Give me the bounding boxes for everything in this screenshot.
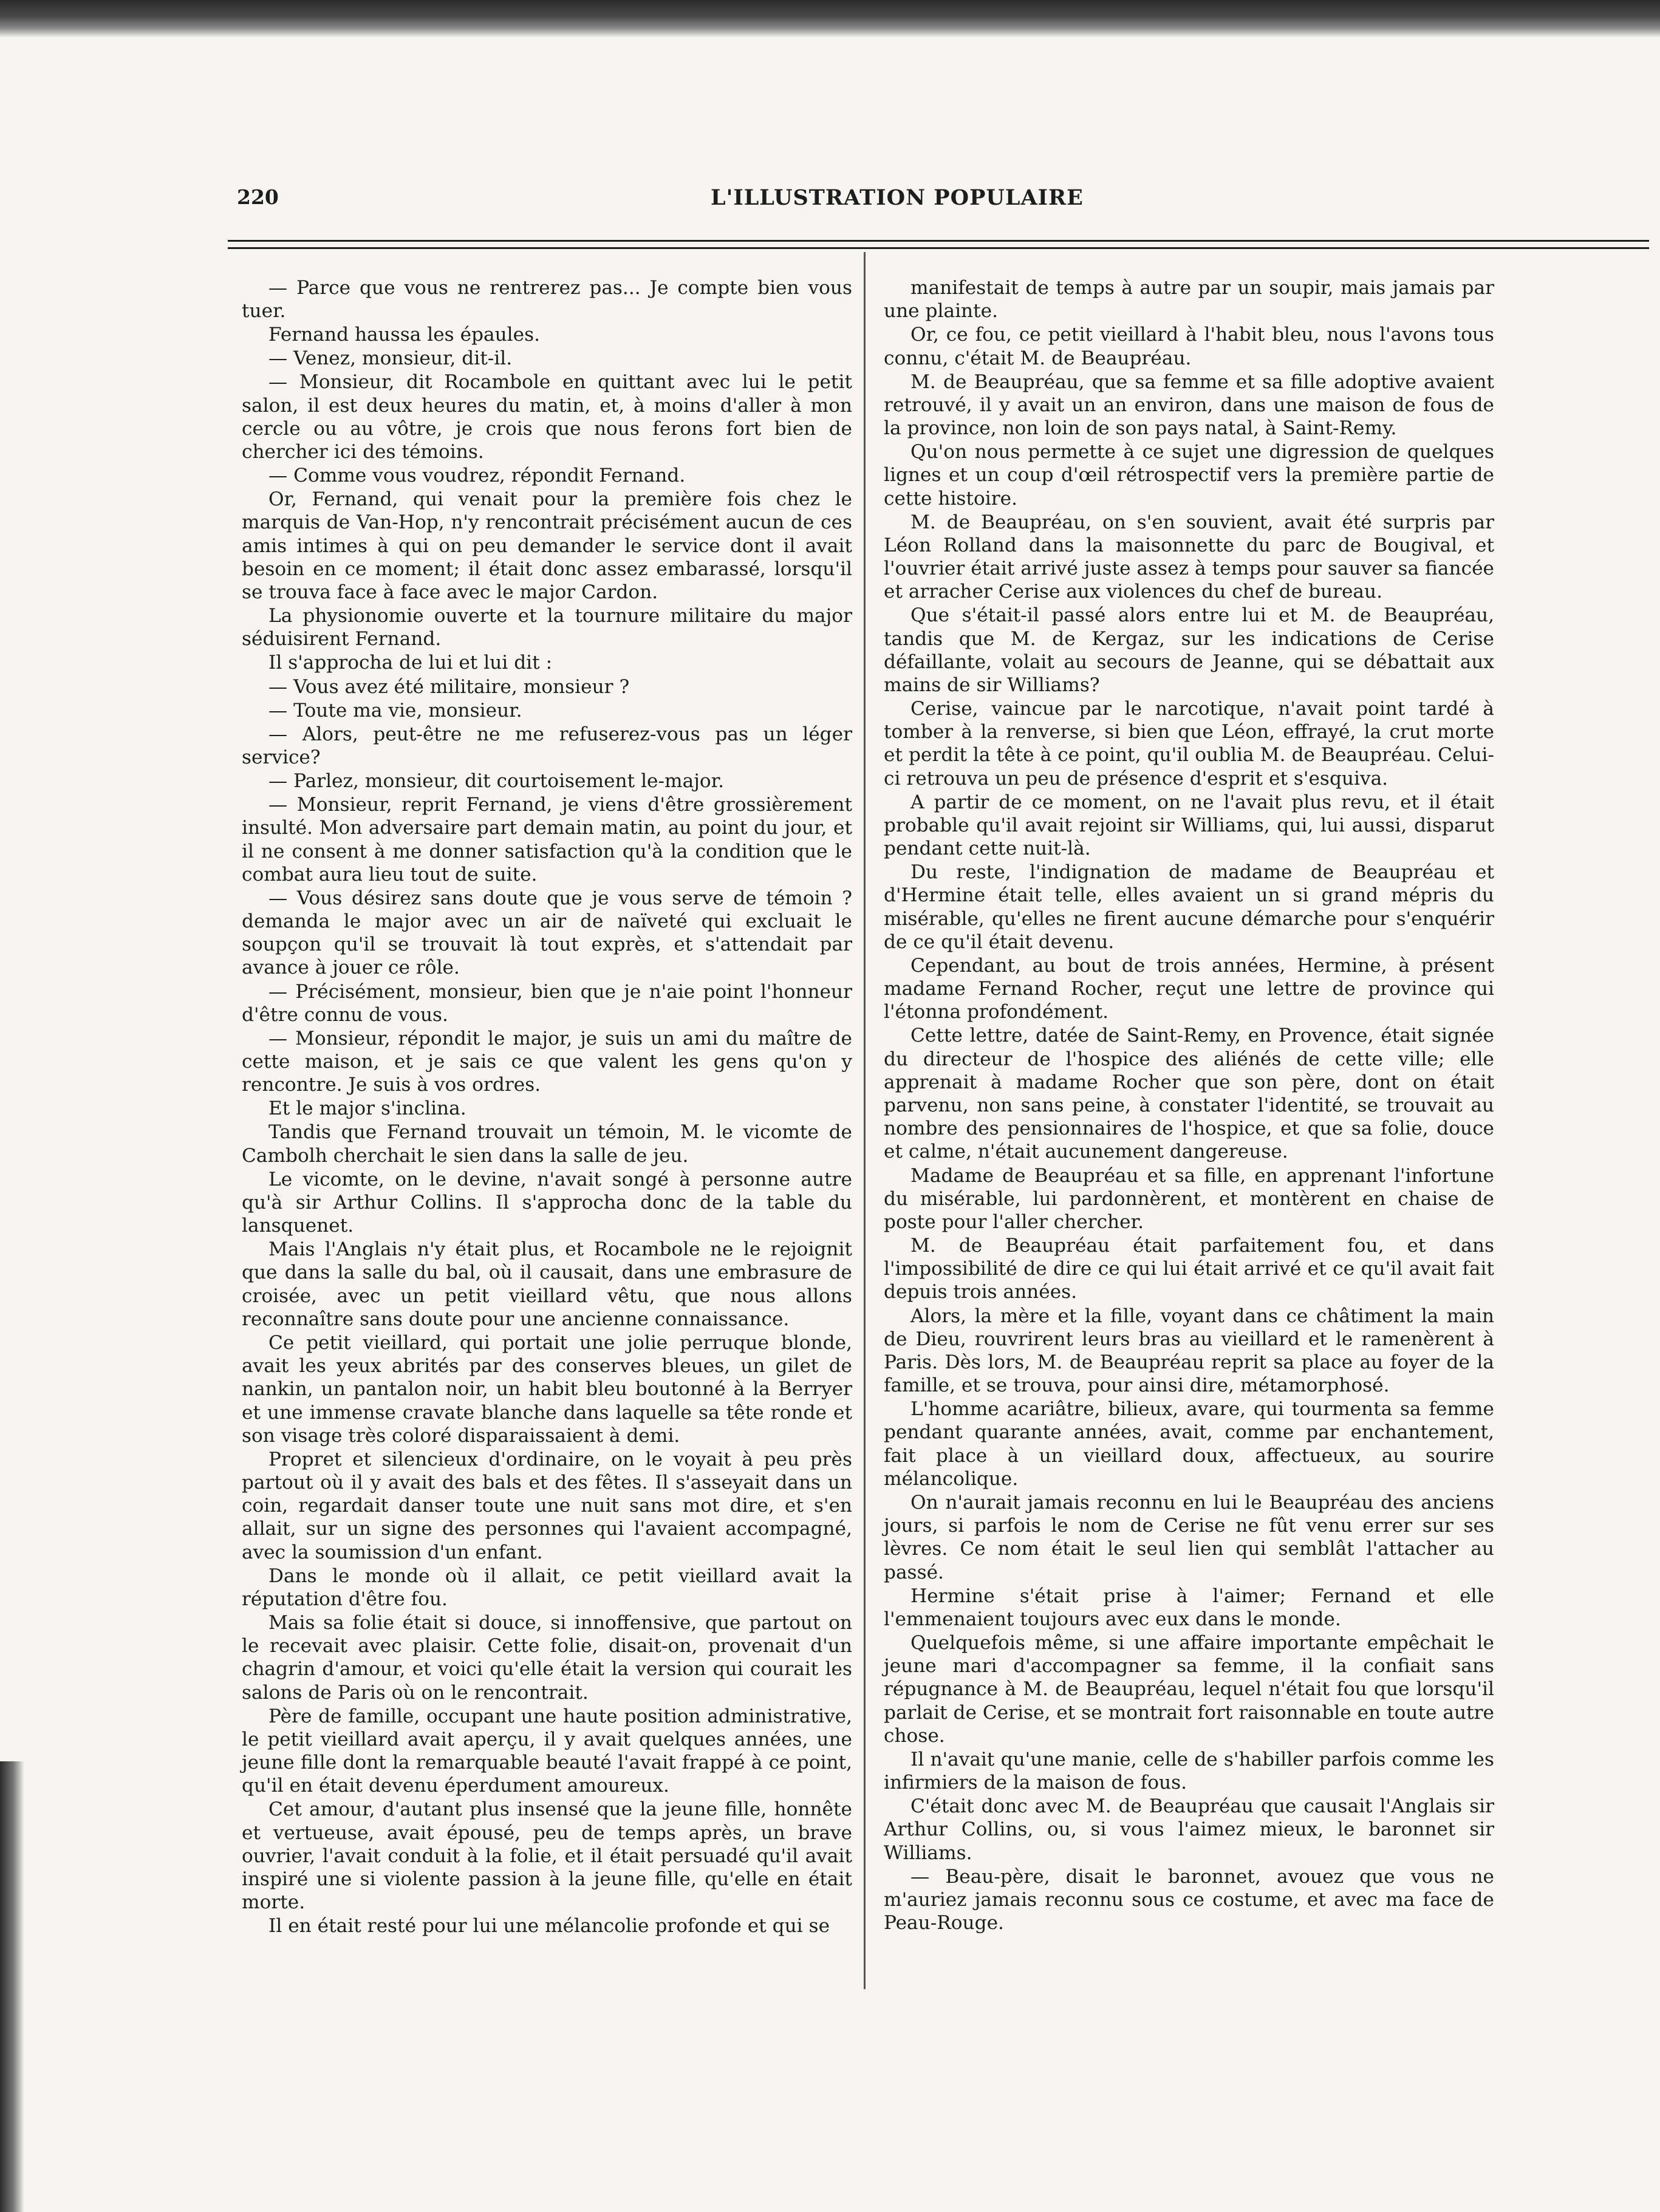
paragraph: Il n'avait qu'une manie, celle de s'habiller parfois comme les infirmiers de la maison de fous. xyxy=(884,1748,1494,1794)
paragraph: Madame de Beaupréau et sa fille, en apprenant l'infortune du misérable, lui pardonnèrent, et montèrent en chaise de poste pour l'aller chercher. xyxy=(884,1164,1494,1233)
paragraph: M. de Beaupréau, on s'en souvient, avait été surpris par Léon Rolland dans la maisonnette du parc de Bougival, et l'ouvrier était arrivé juste assez à temps pour sauver sa fiancée et arracher Cerise aux violences du chef de bureau. xyxy=(884,511,1494,603)
paragraph: Mais sa folie était si douce, si innoffensive, que partout on le recevait avec plaisir. Cette folie, disait-on, provenait d'un chagrin d'amour, et voici qu'elle était la version qui courait les salons de Paris où on le rencontrait. xyxy=(242,1612,852,1704)
paragraph: Tandis que Fernand trouvait un témoin, M. le vicomte de Cambolh cherchait le sien dans la salle de jeu. xyxy=(242,1121,852,1167)
paragraph: La physionomie ouverte et la tournure militaire du major séduisirent Fernand. xyxy=(242,605,852,650)
paragraph: — Parlez, monsieur, dit courtoisement le-major. xyxy=(268,770,725,793)
paragraph: — Alors, peut-être ne me refuserez-vous pas un léger service? xyxy=(242,723,852,768)
paragraph: Alors, la mère et la fille, voyant dans ce châtiment la main de Dieu, rouvrirent leurs bras au vieillard et le ramenèrent à Paris. Dès lors, M. de Beaupréau reprit sa place au foyer de la famille, et se trouva, pour ainsi dire, métamorphosé. xyxy=(884,1305,1494,1397)
paragraph: Cerise, vaincue par le narcotique, n'avait point tardé à tomber à la renverse, si bien que Léon, effrayé, la crut morte et perdit la tête à ce point, qu'il oublia M. de Beaupréau. Celui-ci retrouva un peu de présence d'esprit et s'esquiva. xyxy=(884,698,1494,790)
paragraph: — Vous avez été militaire, monsieur ? xyxy=(268,675,630,698)
paragraph: Cet amour, d'autant plus insensé que la jeune fille, honnête et vertueuse, avait épousé, peu de temps après, un brave ouvrier, l'avait conduit à la folie, et il était persuadé qu'il avait inspiré une si violente passion à la jeune fille, qu'elle en était morte. xyxy=(242,1798,852,1914)
paragraph: M. de Beaupréau, que sa femme et sa fille adoptive avaient retrouvé, il y avait un an environ, dans une maison de fous de la province, non loin de son pays natal, à Saint-Remy. xyxy=(884,370,1494,439)
running-title: L'ILLUSTRATION POPULAIRE xyxy=(711,185,1084,210)
paragraph: Le vicomte, on le devine, n'avait songé à personne autre qu'à sir Arthur Collins. Il s'approcha donc de la table du lansquenet. xyxy=(242,1168,852,1237)
paragraph: Que s'était-il passé alors entre lui et M. de Beaupréau, tandis que M. de Kergaz, sur les indications de Cerise défaillante, volait au secours de Jeanne, qui se débattait aux mains de sir Williams? xyxy=(884,604,1494,696)
paragraph: Cette lettre, datée de Saint-Remy, en Provence, était signée du directeur de l'hospice des aliénés de cette ville; elle apprenait à madame Rocher que son père, dont on était parvenu, non sans peine, à constater l'identité, se trouvait au nombre des pensionnaires de l'hospice, et que sa folie, douce et calme, n'était aucunement dangereuse. xyxy=(884,1025,1494,1163)
paragraph: — Beau-père, disait le baronnet, avouez que vous ne m'auriez jamais reconnu sous ce costume, et avec ma face de Peau-Rouge. xyxy=(884,1865,1494,1934)
paragraph: Il s'approcha de lui et lui dit : xyxy=(268,652,553,674)
page-number: 220 xyxy=(237,185,279,209)
paragraph: — Toute ma vie, monsieur. xyxy=(268,699,522,722)
paragraph: L'homme acariâtre, bilieux, avare, qui tourmenta sa femme pendant quarante années, avait, comme par enchantement, fait place à un vieillard doux, affectueux, au sourire mélancolique. xyxy=(884,1398,1494,1490)
paragraph: — Précisément, monsieur, bien que je n'aie point l'honneur d'être connu de vous. xyxy=(242,980,852,1026)
paragraph: manifestait de temps à autre par un soupir, mais jamais par une plainte. xyxy=(884,277,1494,323)
paragraph: Mais l'Anglais n'y était plus, et Rocambole ne le rejoignit que dans la salle du bal, où il causait, dans une embrasure de croisée, avec un petit vieillard vêtu, que nous allons reconnaître sans doute pour une ancienne connaissance. xyxy=(242,1238,852,1330)
paragraph: Et le major s'inclina. xyxy=(268,1097,466,1120)
paragraph: Hermine s'était prise à l'aimer; Fernand et elle l'emmenaient toujours avec eux dans le monde. xyxy=(884,1585,1494,1630)
scan-edge-top xyxy=(0,0,1660,38)
paragraph: A partir de ce moment, on ne l'avait plus revu, et il était probable qu'il avait rejoint sir Williams, qui, lui aussi, disparut pendant cette nuit-là. xyxy=(884,791,1494,860)
paragraph: M. de Beaupréau était parfaitement fou, et dans l'impossibilité de dire ce qui lui était arrivé et ce qu'il avait fait depuis trois années. xyxy=(884,1235,1494,1303)
paragraph: Quelquefois même, si une affaire importante empêchait le jeune mari d'accompagner sa femme, il la confiait sans répugnance à M. de Beaupréau, lequel n'était fou que lorsqu'il parlait de Cerise, et se montrait fort raisonnable en toute autre chose. xyxy=(884,1631,1494,1747)
left-column xyxy=(242,276,852,1938)
paragraph: — Monsieur, répondit le major, je suis un ami du maître de cette maison, et je sais ce que valent les gens qu'on y rencontre. Je suis à vos ordres. xyxy=(242,1027,852,1096)
paragraph: — Vous désirez sans doute que je vous serve de témoin ? demanda le major avec un air de naïveté qui excluait le soupçon qu'il se trouvait là tout exprès, et s'attendait par avance à jouer ce rôle. xyxy=(242,887,852,979)
paragraph: — Comme vous voudrez, répondit Fernand. xyxy=(268,465,686,487)
paragraph: — Monsieur, reprit Fernand, je viens d'être grossièrement insulté. Mon adversaire part demain matin, au point du jour, et il ne consent à me donner satisfaction qu'à la condition que le combat aura lieu tout de suite. xyxy=(242,794,852,886)
paragraph: — Venez, monsieur, dit-il. xyxy=(268,347,513,370)
page-header xyxy=(237,185,1652,222)
paragraph: Or, Fernand, qui venait pour la première fois chez le marquis de Van-Hop, n'y rencontrait précisément aucun de ces amis intimes à qui on peu demander le service dont il avait besoin en ce moment; il était donc assez embarassé, lorsqu'il se trouva face à face avec le major Cardon. xyxy=(242,488,852,604)
paragraph: Ce petit vieillard, qui portait une jolie perruque blonde, avait les yeux abrités par des conserves bleues, un gilet de nankin, un pantalon noir, un habit bleu boutonné à la Berryer et une immense cravate blanche dans laquelle sa tête ronde et son visage très coloré disparaissaient à demi. xyxy=(242,1331,852,1447)
header-rule xyxy=(228,240,1649,249)
paragraph: — Monsieur, dit Rocambole en quittant avec lui le petit salon, il est deux heures du matin, et, à moins d'aller à mon cercle ou au vôtre, je crois que nous ferons fort bien de chercher ici des témoins. xyxy=(242,371,852,463)
paragraph: Qu'on nous permette à ce sujet une digression de quelques lignes et un coup d'œil rétrospectif vers la première partie de cette histoire. xyxy=(884,441,1494,510)
paragraph: — Parce que vous ne rentrerez pas... Je compte bien vous tuer. xyxy=(242,277,852,323)
scan-edge-left xyxy=(0,1761,24,2212)
paragraph: Fernand haussa les épaules. xyxy=(268,324,541,346)
paragraph: C'était donc avec M. de Beaupréau que causait l'Anglais sir Arthur Collins, ou, si vous l'aimez mieux, le baronnet sir Williams. xyxy=(884,1795,1494,1864)
paragraph: Propret et silencieux d'ordinaire, on le voyait à peu près partout où il y avait des bals et des fêtes. Il s'asseyait dans un coin, regardait danser toute une nuit sans mot dire, et s'en allait, sur un signe des personnes qui l'avaient accompagné, avec la soumission d'un enfant. xyxy=(242,1448,852,1563)
paragraph: Cependant, au bout de trois années, Hermine, à présent madame Fernand Rocher, reçut une lettre de province qui l'étonna profondément. xyxy=(884,954,1494,1023)
paragraph: Il en était resté pour lui une mélancolie profonde et qui se xyxy=(268,1915,830,1937)
paragraph: Du reste, l'indignation de madame de Beaupréau et d'Hermine était telle, elles avaient un si grand mépris du misérable, qu'elles ne firent aucune démarche pour s'enquérir de ce qu'il était devenu. xyxy=(884,861,1494,953)
paragraph: Père de famille, occupant une haute position administrative, le petit vieillard avait aperçu, il y avait quelques années, une jeune fille dont la remarquable beauté l'avait frappé à ce point, qu'il en était devenu éperdument amoureux. xyxy=(242,1705,852,1797)
paragraph: Dans le monde où il allait, ce petit vieillard avait la réputation d'être fou. xyxy=(242,1565,852,1610)
paragraph: Or, ce fou, ce petit vieillard à l'habit bleu, nous l'avons tous connu, c'était M. de Beaupréau. xyxy=(884,324,1494,369)
column-divider xyxy=(864,252,866,1989)
paragraph: On n'aurait jamais reconnu en lui le Beaupréau des anciens jours, si parfois le nom de Cerise ne fût venu errer sur ses lèvres. Ce nom était le seul lien qui semblât l'attacher au passé. xyxy=(884,1491,1494,1583)
right-column xyxy=(884,276,1494,1935)
